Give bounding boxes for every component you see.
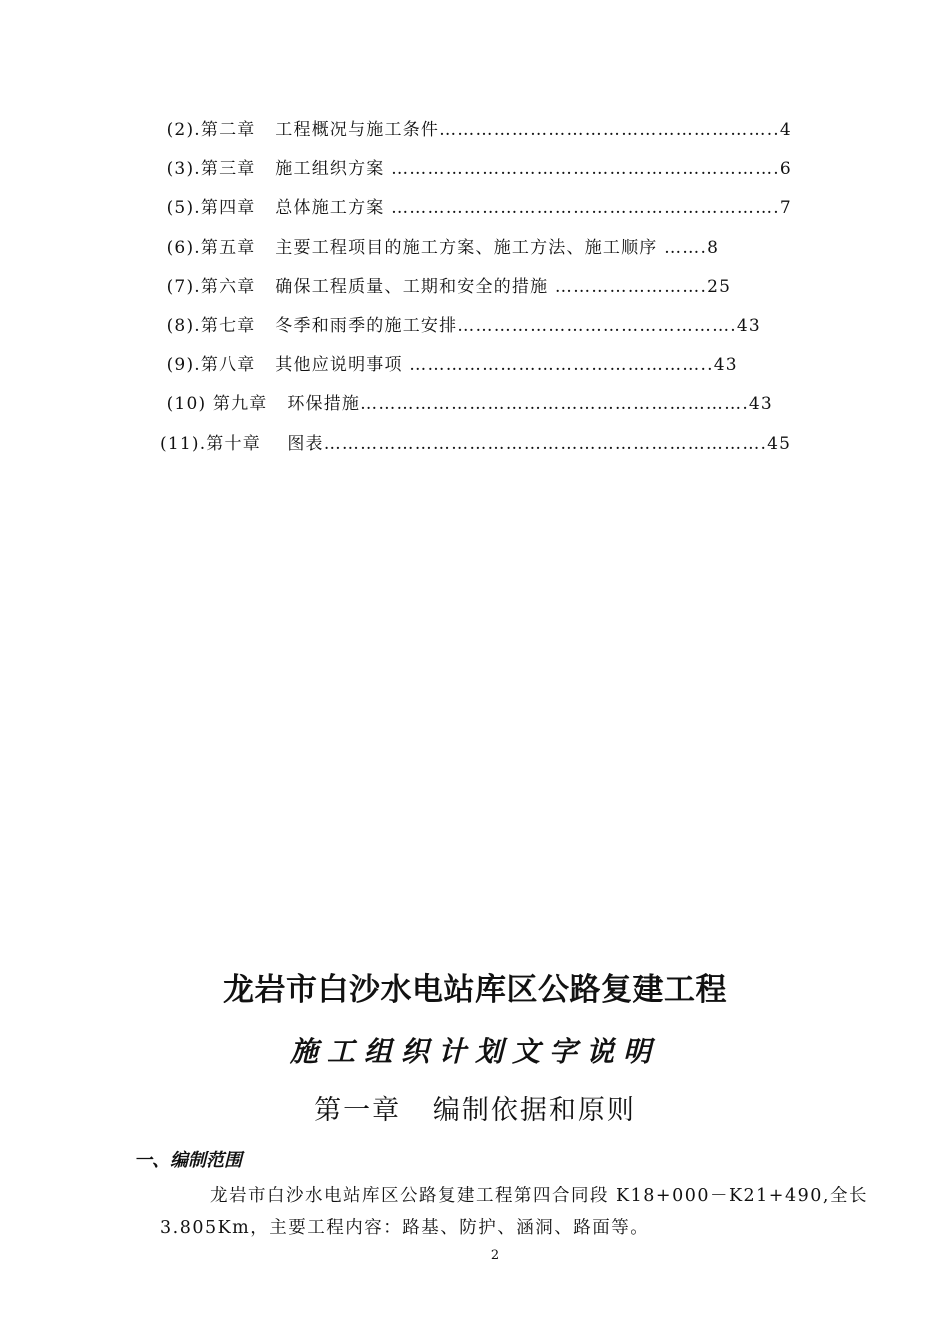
toc-entry[interactable]: (10) 第九章 环保措施……………………………………………………….43 <box>160 394 773 415</box>
toc-entry[interactable]: (5).第四章 总体施工方案 ……………………………………………………….7 <box>160 198 792 219</box>
chapter-title: 第一章 编制依据和原则 <box>314 1095 636 1126</box>
document-sub-title: 施工组织计划文字说明 <box>289 1035 660 1068</box>
toc-entry[interactable]: (11).第十章 图表……………………………………………………………….45 <box>160 433 792 454</box>
toc-entry[interactable]: (3).第三章 施工组织方案 ……………………………………………………….6 <box>160 159 792 180</box>
toc-entry[interactable]: (9).第八章 其他应说明事项 …………………………………………..43 <box>160 355 738 376</box>
section-heading: 一、编制范围 <box>134 1150 242 1171</box>
table-of-contents <box>160 114 880 467</box>
body-paragraph: 龙岩市白沙水电站库区公路复建工程第四合同段 K18+000－K21+490,全长 3.805Km，主要工程内容：路基、防护、涵洞、路面等。 <box>160 1186 868 1238</box>
toc-entry[interactable]: (6).第五章 主要工程项目的施工方案、施工方法、施工顺序 …….8 <box>160 237 720 258</box>
toc-entry[interactable]: (8).第七章 冬季和雨季的施工安排……………………………………….43 <box>160 315 761 336</box>
document-main-title: 龙岩市白沙水电站库区公路复建工程 <box>223 972 727 1008</box>
toc-entry[interactable]: (7).第六章 确保工程质量、工期和安全的措施 …………………….25 <box>160 276 732 297</box>
page-number: 2 <box>490 1248 500 1263</box>
toc-entry[interactable]: (2).第二章 工程概况与施工条件………………………………………………..4 <box>160 120 792 140</box>
